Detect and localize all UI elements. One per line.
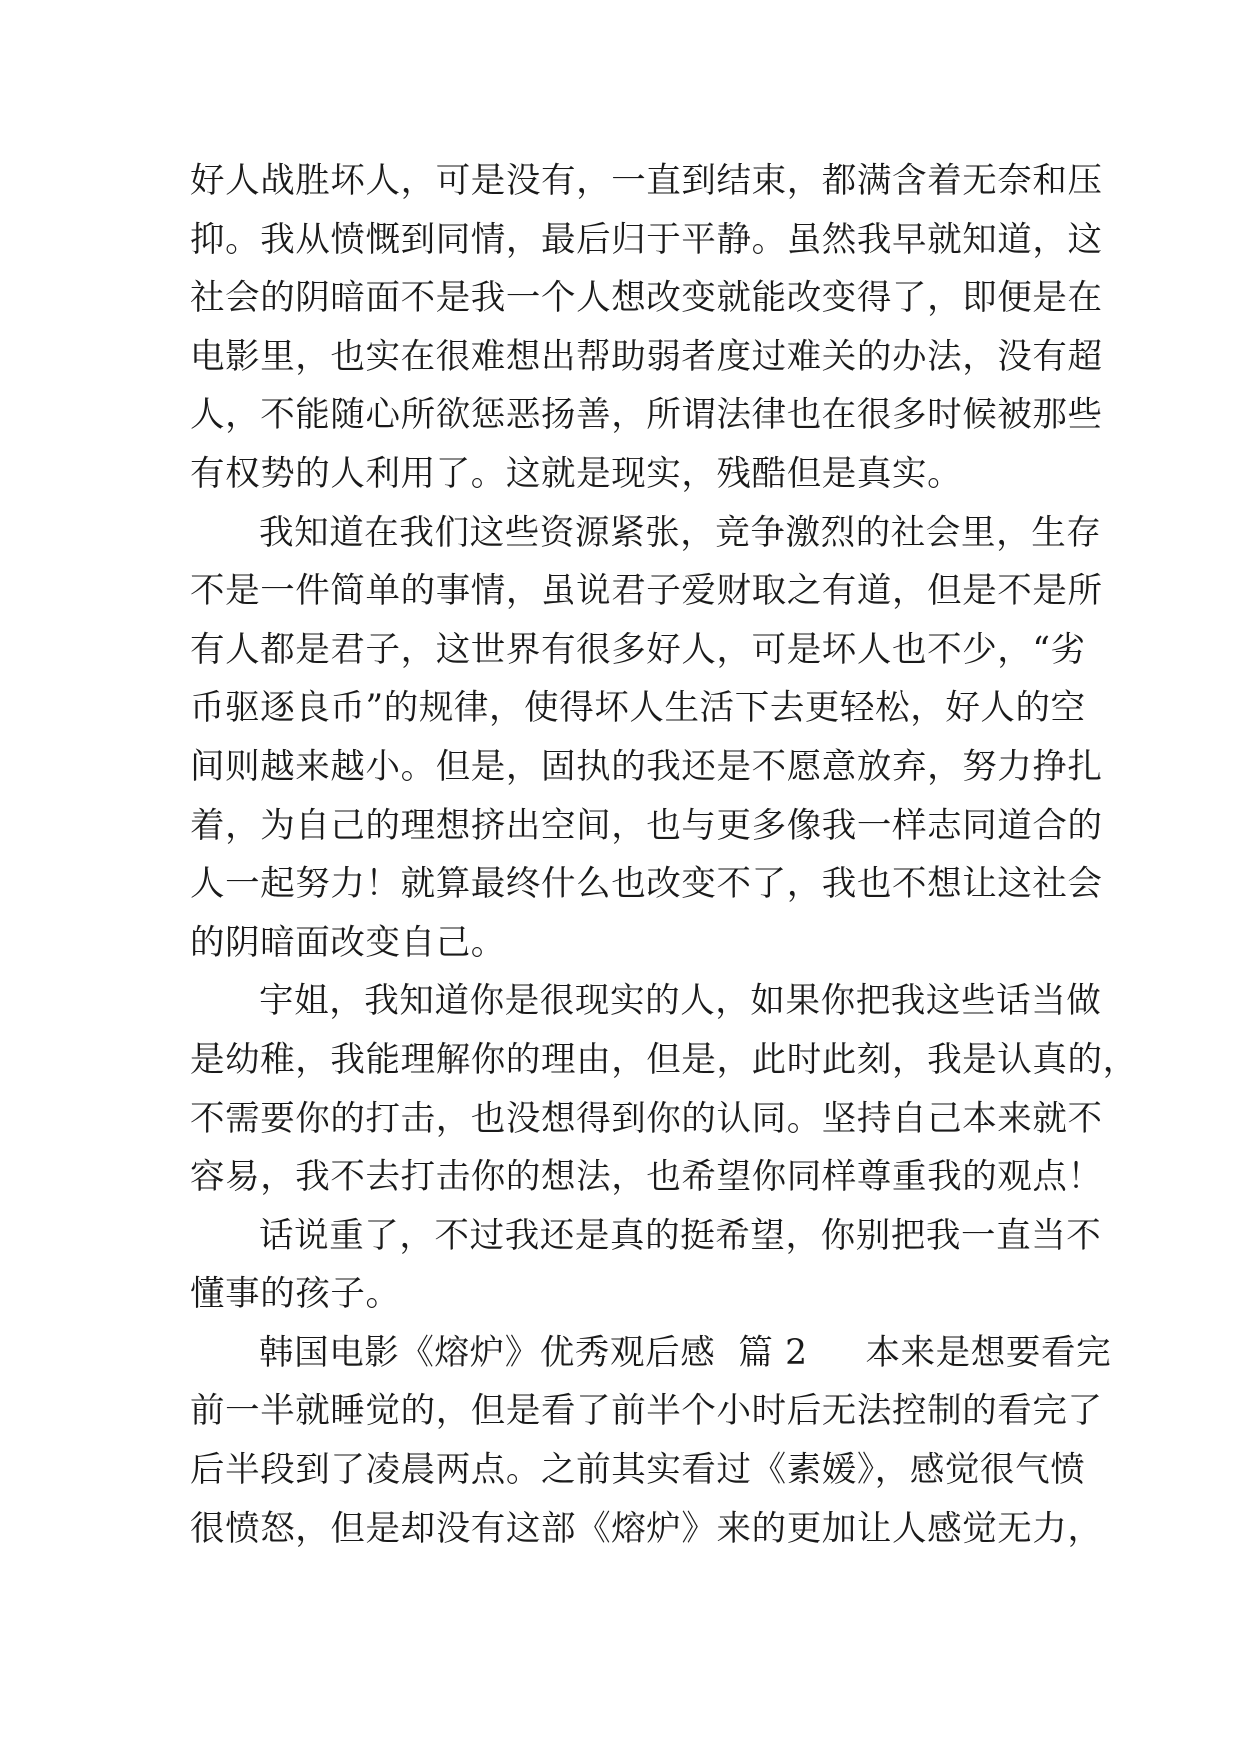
- text-line: 社会的阴暗面不是我一个人想改变就能改变得了，即便是在: [190, 278, 1103, 319]
- text-line: 着，为自己的理想挤出空间，也与更多像我一样志同道合的: [190, 805, 1103, 846]
- text-line: 币驱逐良币”的规律，使得坏人生活下去更轻松，好人的空: [190, 688, 1086, 729]
- text-line: 人一起努力！就算最终什么也改变不了，我也不想让这社会: [190, 864, 1103, 905]
- text-line: 很愤怒，但是却没有这部《熔炉》来的更加让人感觉无力，: [190, 1508, 1103, 1549]
- text-line: 有权势的人利用了。这就是现实，残酷但是真实。: [190, 453, 963, 494]
- paragraph-start-line: 宇姐，我知道你是很现实的人，如果你把我这些话当做: [259, 981, 1102, 1022]
- text-line: 电影里，也实在很难想出帮助弱者度过难关的办法，没有超: [190, 336, 1103, 377]
- text-line: 的阴暗面改变自己。: [190, 922, 506, 963]
- text-line: 有人都是君子，这世界有很多好人，可是坏人也不少，“劣: [190, 629, 1086, 670]
- text-line: 前一半就睡觉的，但是看了前半个小时后无法控制的看完了: [190, 1391, 1103, 1432]
- document-body: [190, 152, 1138, 1558]
- text-line: 间则越来越小。但是，固执的我还是不愿意放弃，努力挣扎: [190, 746, 1103, 787]
- text-line: 人，不能随心所欲惩恶扬善，所谓法律也在很多时候被那些: [190, 395, 1103, 436]
- section-heading-line: 韩国电影《熔炉》优秀观后感 篇 2 本来是想要看完: [259, 1332, 1112, 1373]
- text-line: 是幼稚，我能理解你的理由，但是，此时此刻，我是认真的，: [190, 1039, 1138, 1080]
- text-line: 好人战胜坏人，可是没有，一直到结束，都满含着无奈和压: [190, 161, 1103, 201]
- text-line: 容易，我不去打击你的想法，也希望你同样尊重我的观点！: [190, 1157, 1103, 1198]
- text-line: 抑。我从愤慨到同情，最后归于平静。虽然我早就知道，这: [190, 219, 1103, 260]
- text-line: 不是一件简单的事情，虽说君子爱财取之有道，但是不是所: [190, 571, 1103, 612]
- text-line: 不需要你的打击，也没想得到你的认同。坚持自己本来就不: [190, 1098, 1103, 1139]
- paragraph-start-line: 我知道在我们这些资源紧张，竞争激烈的社会里，生存: [259, 512, 1102, 553]
- text-line: 后半段到了凌晨两点。之前其实看过《素媛》，感觉很气愤: [190, 1450, 1086, 1491]
- text-line: 懂事的孩子。: [190, 1274, 401, 1315]
- paragraph-start-line: 话说重了，不过我还是真的挺希望，你别把我一直当不: [259, 1215, 1102, 1256]
